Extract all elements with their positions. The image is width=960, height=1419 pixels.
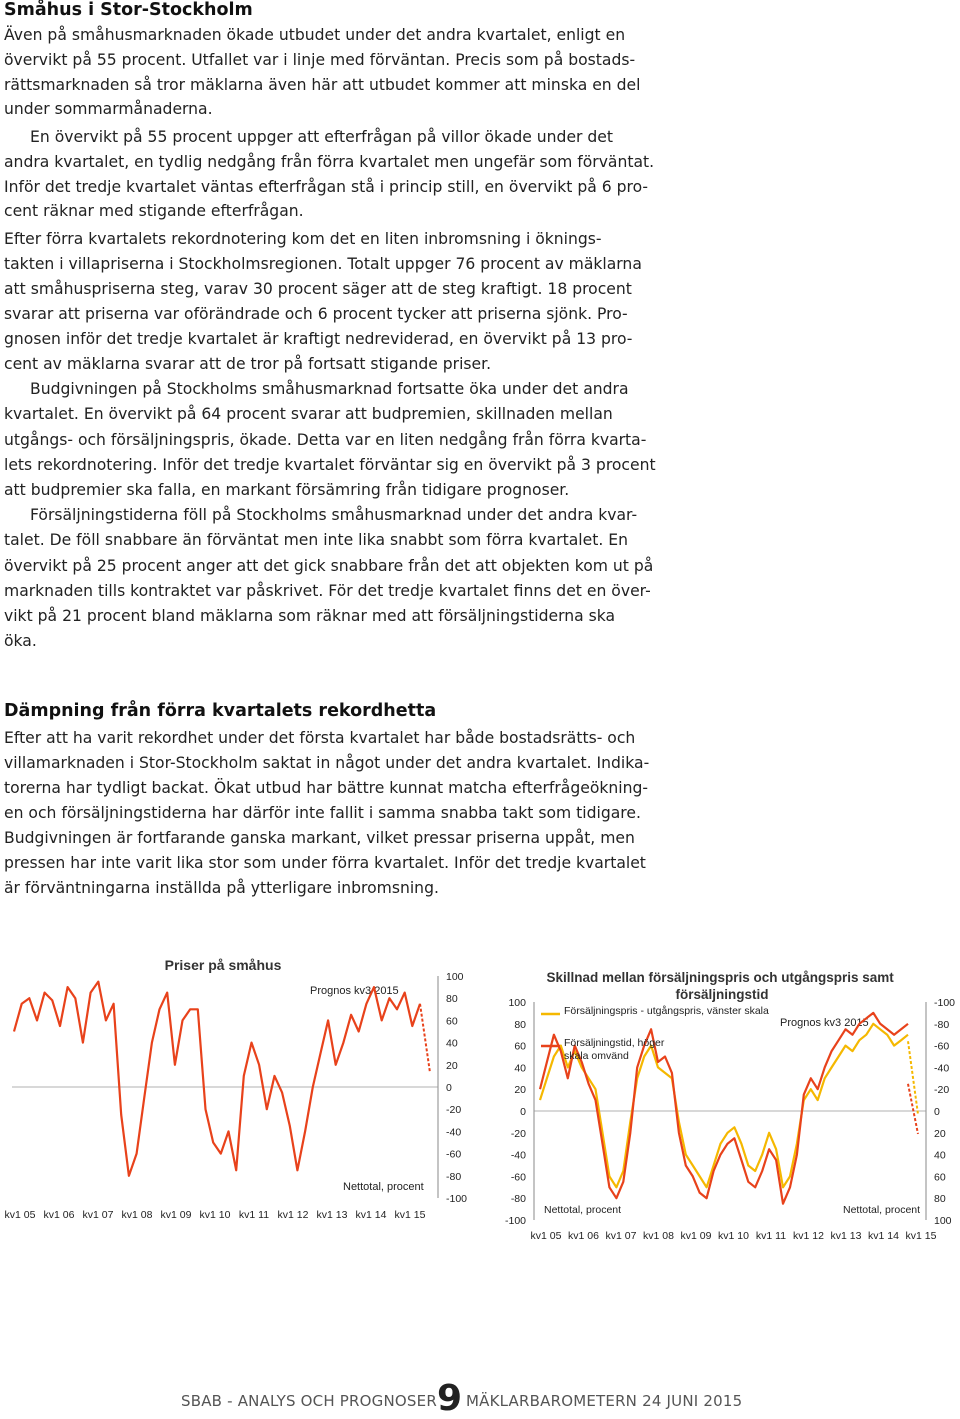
paragraph-line: Även på småhusmarknaden ökade utbudet under det andra kvartalet, enligt en — [4, 26, 626, 44]
paragraph-line: Budgivningen är fortfarande ganska markant, vilket pressar priserna uppåt, men — [4, 829, 635, 847]
x-tick-label: kv1 05 — [530, 1230, 562, 1242]
x-tick-label: kv1 10 — [199, 1209, 231, 1221]
y-tick-label-right: 80 — [934, 1193, 946, 1206]
y-tick-label-right: 0 — [934, 1106, 940, 1118]
x-tick-label: kv1 10 — [718, 1230, 749, 1242]
footer-report-title: MÄKLARBAROMETERN 24 JUNI 2015 — [466, 1392, 743, 1410]
y-tick-label: 40 — [446, 1037, 458, 1050]
x-tick-label: kv1 05 — [4, 1209, 36, 1221]
unit-label-right: Nettotal, procent — [843, 1204, 921, 1216]
x-tick-label: kv1 12 — [277, 1209, 309, 1221]
x-tick-label: kv1 12 — [793, 1230, 824, 1242]
legend — [541, 1005, 769, 1062]
legend-line: Försäljningspris - utgångspris, vänster skala — [564, 1005, 769, 1017]
paragraph-line: torerna har tydligt backat. Ökat utbud har bättre kunnat matcha efterfrågeökning- — [4, 779, 649, 797]
paragraph-line: under sommarmånaderna. — [4, 100, 213, 118]
series-forecast-prices — [420, 1004, 430, 1073]
page-footer — [0, 1378, 960, 1419]
paragraph-line: rättsmarknaden så tror mäklarna även här att utbudet kommer att minska en del — [4, 76, 641, 94]
x-tick-label: kv1 13 — [830, 1230, 862, 1242]
paragraph-line: En övervikt på 55 procent uppger att efterfrågan på villor ökade under det — [30, 128, 614, 146]
paragraph-line: villamarknaden i Stor-Stockholm saktat in något under det andra kvartalet. Indika- — [4, 754, 650, 772]
y-tick-label: -20 — [446, 1104, 462, 1117]
y-tick-label: -100 — [446, 1193, 468, 1205]
x-tick-label: kv1 11 — [238, 1209, 270, 1221]
legend-label-budpremie — [564, 1005, 769, 1017]
paragraph-line: Försäljningstiderna föll på Stockholms småhusmarknad under det andra kvar- — [30, 506, 638, 524]
footer-publisher: SBAB - ANALYS OCH PROGNOSER — [181, 1392, 437, 1410]
x-tick-label: kv1 07 — [82, 1209, 114, 1221]
y-tick-label-right: -20 — [934, 1084, 950, 1097]
paragraph-line: svarar att priserna var oförändrade och 6 procent tycker att priserna sjönk. Pro- — [4, 305, 628, 323]
chart-title-line2: försäljningstid — [675, 987, 769, 1002]
paragraph-line: öka. — [4, 632, 37, 650]
paragraph-line: Efter att ha varit rekordhet under det första kvartalet har både bostadsrätts- och — [4, 729, 636, 747]
paragraph-line: lets rekordnotering. Inför det tredje kvartalet förväntar sig en övervikt på 3 procent — [4, 456, 656, 474]
paragraph-line: takten i villapriserna i Stockholmsregionen. Totalt uppger 76 procent av mäklarna — [4, 255, 642, 273]
y-tick-label-left: 40 — [514, 1062, 526, 1075]
y-tick-label-right: -60 — [934, 1040, 950, 1053]
y-tick-label-left: -60 — [510, 1171, 526, 1184]
x-tick-label: kv1 14 — [868, 1230, 899, 1242]
y-tick-label: 60 — [446, 1015, 458, 1028]
y-tick-label-right: 40 — [934, 1149, 946, 1162]
y-tick-label-left: 0 — [520, 1106, 526, 1118]
chart-title: Priser på småhus — [164, 957, 282, 973]
y-tick-label-right: -100 — [934, 997, 956, 1009]
y-tick-label-right: 60 — [934, 1171, 946, 1184]
chart-priser-pa-smahus — [0, 950, 475, 1230]
paragraph-line: andra kvartalet, en tydlig nedgång från förra kvartalet men ungefär som förväntat. — [4, 153, 655, 171]
y-tick-label-left: -40 — [510, 1149, 526, 1162]
x-tick-label: kv1 09 — [680, 1230, 712, 1242]
x-tick-label: kv1 11 — [755, 1230, 787, 1242]
x-tick-label: kv1 08 — [643, 1230, 674, 1242]
y-tick-label-left: 60 — [514, 1040, 526, 1053]
paragraph-line: att budpremier ska falla, en markant försämring från tidigare prognoser. — [4, 481, 570, 499]
page-number: 9 — [437, 1378, 463, 1419]
chart-title-text: Skillnad mellan försäljningspris och utgångspris samt — [546, 970, 894, 985]
y-tick-label: 20 — [446, 1059, 458, 1072]
paragraph-line: Budgivningen på Stockholms småhusmarknad fortsatte öka under det andra — [30, 380, 629, 398]
series-forecast-budpremie — [908, 1041, 918, 1114]
y-tick-label-left: -80 — [510, 1193, 526, 1206]
y-tick-label-left: -20 — [510, 1127, 526, 1140]
unit-label: Nettotal, procent — [343, 1181, 424, 1193]
paragraph-line: cent räknar med stigande efterfrågan. — [4, 202, 304, 220]
paragraph-line: Inför det tredje kvartalet väntas efterfrågan stå i princip still, en övervikt på 6 pro- — [4, 178, 649, 196]
paragraph-line: kvartalet. En övervikt på 64 procent svarar att budpremien, skillnaden mellan — [4, 405, 613, 423]
x-tick-label: kv1 08 — [121, 1209, 153, 1221]
y-tick-label-right: -80 — [934, 1018, 950, 1031]
x-tick-label: kv1 15 — [394, 1209, 426, 1221]
chart-budpremie-forsaljningstid — [490, 960, 960, 1250]
y-tick-label-left: 80 — [514, 1018, 526, 1031]
x-tick-label: kv1 07 — [605, 1230, 637, 1242]
forecast-label: Prognos kv3 2015 — [310, 985, 399, 997]
y-tick-label-left: -100 — [504, 1215, 526, 1227]
x-tick-label: kv1 15 — [905, 1230, 937, 1242]
paragraph-line: cent av mäklarna svarar att de tror på fortsatt stigande priser. — [4, 355, 492, 373]
legend-line: skala omvänd — [564, 1050, 629, 1062]
x-tick-label: kv1 13 — [316, 1209, 348, 1221]
y-tick-label-right: 20 — [934, 1127, 946, 1140]
paragraph-line: utgångs- och försäljningspris, ökade. Detta var en liten nedgång från förra kvarta- — [4, 431, 647, 449]
y-tick-label: -60 — [446, 1148, 462, 1161]
paragraph-line: övervikt på 55 procent. Utfallet var i linje med förväntan. Precis som på bostads- — [4, 51, 636, 69]
chart-title — [546, 970, 897, 1002]
paragraph-line: övervikt på 25 procent anger att det gick snabbare från det att objekten kom ut på — [4, 557, 654, 575]
unit-label-left: Nettotal, procent — [544, 1204, 622, 1216]
y-tick-label: 100 — [446, 971, 464, 983]
x-tick-label: kv1 09 — [160, 1209, 192, 1221]
y-tick-label: 0 — [446, 1082, 452, 1094]
paragraph-line: pressen har inte varit lika stor som under förra kvartalet. Inför det tredje kvartalet — [4, 854, 646, 872]
y-tick-label: -80 — [446, 1170, 462, 1183]
y-tick-label-right: -40 — [934, 1062, 950, 1075]
x-tick-label: kv1 14 — [355, 1209, 387, 1221]
y-tick-label-left: 20 — [514, 1084, 526, 1097]
y-tick-label-left: 100 — [508, 997, 526, 1009]
series-forecast-forsaljningstid — [908, 1084, 918, 1134]
y-tick-label-right: 100 — [934, 1215, 952, 1227]
paragraph-line: att småhuspriserna steg, varav 30 procent säger att de steg kraftigt. 18 procent — [4, 280, 632, 298]
paragraph-line: en och försäljningstiderna har därför inte fallit i samma snabba takt som tidigare. — [4, 804, 641, 822]
forecast-label: Prognos kv3 2015 — [780, 1017, 869, 1029]
y-tick-label: 80 — [446, 993, 458, 1006]
paragraph-line: talet. De föll snabbare än förväntat men inte lika snabbt som förra kvartalet. En — [4, 531, 628, 549]
paragraph-line: Efter förra kvartalets rekordnotering kom det en liten inbromsning i öknings- — [4, 230, 602, 248]
paragraph-line: är förväntningarna inställda på ytterligare inbromsning. — [4, 879, 439, 897]
x-tick-label: kv1 06 — [43, 1209, 75, 1221]
paragraph-line: gnosen inför det tredje kvartalet är kraftigt nedreviderad, en övervikt på 13 pro- — [4, 330, 633, 348]
section-heading: Dämpning från förra kvartalets rekordhetta — [4, 701, 437, 721]
section-heading: Småhus i Stor-Stockholm — [4, 0, 253, 20]
paragraph-line: vikt på 21 procent bland mäklarna som räknar med att försäljningstiderna ska — [4, 607, 616, 625]
series-line-prices — [14, 982, 420, 1176]
y-tick-label: -40 — [446, 1126, 462, 1139]
paragraph-line: marknaden tills kontraktet var påskrivet. För det tredje kvartalet finns det en över- — [4, 582, 651, 600]
x-tick-label: kv1 06 — [568, 1230, 599, 1242]
legend-line: Försäljningstid, höger — [564, 1037, 665, 1049]
